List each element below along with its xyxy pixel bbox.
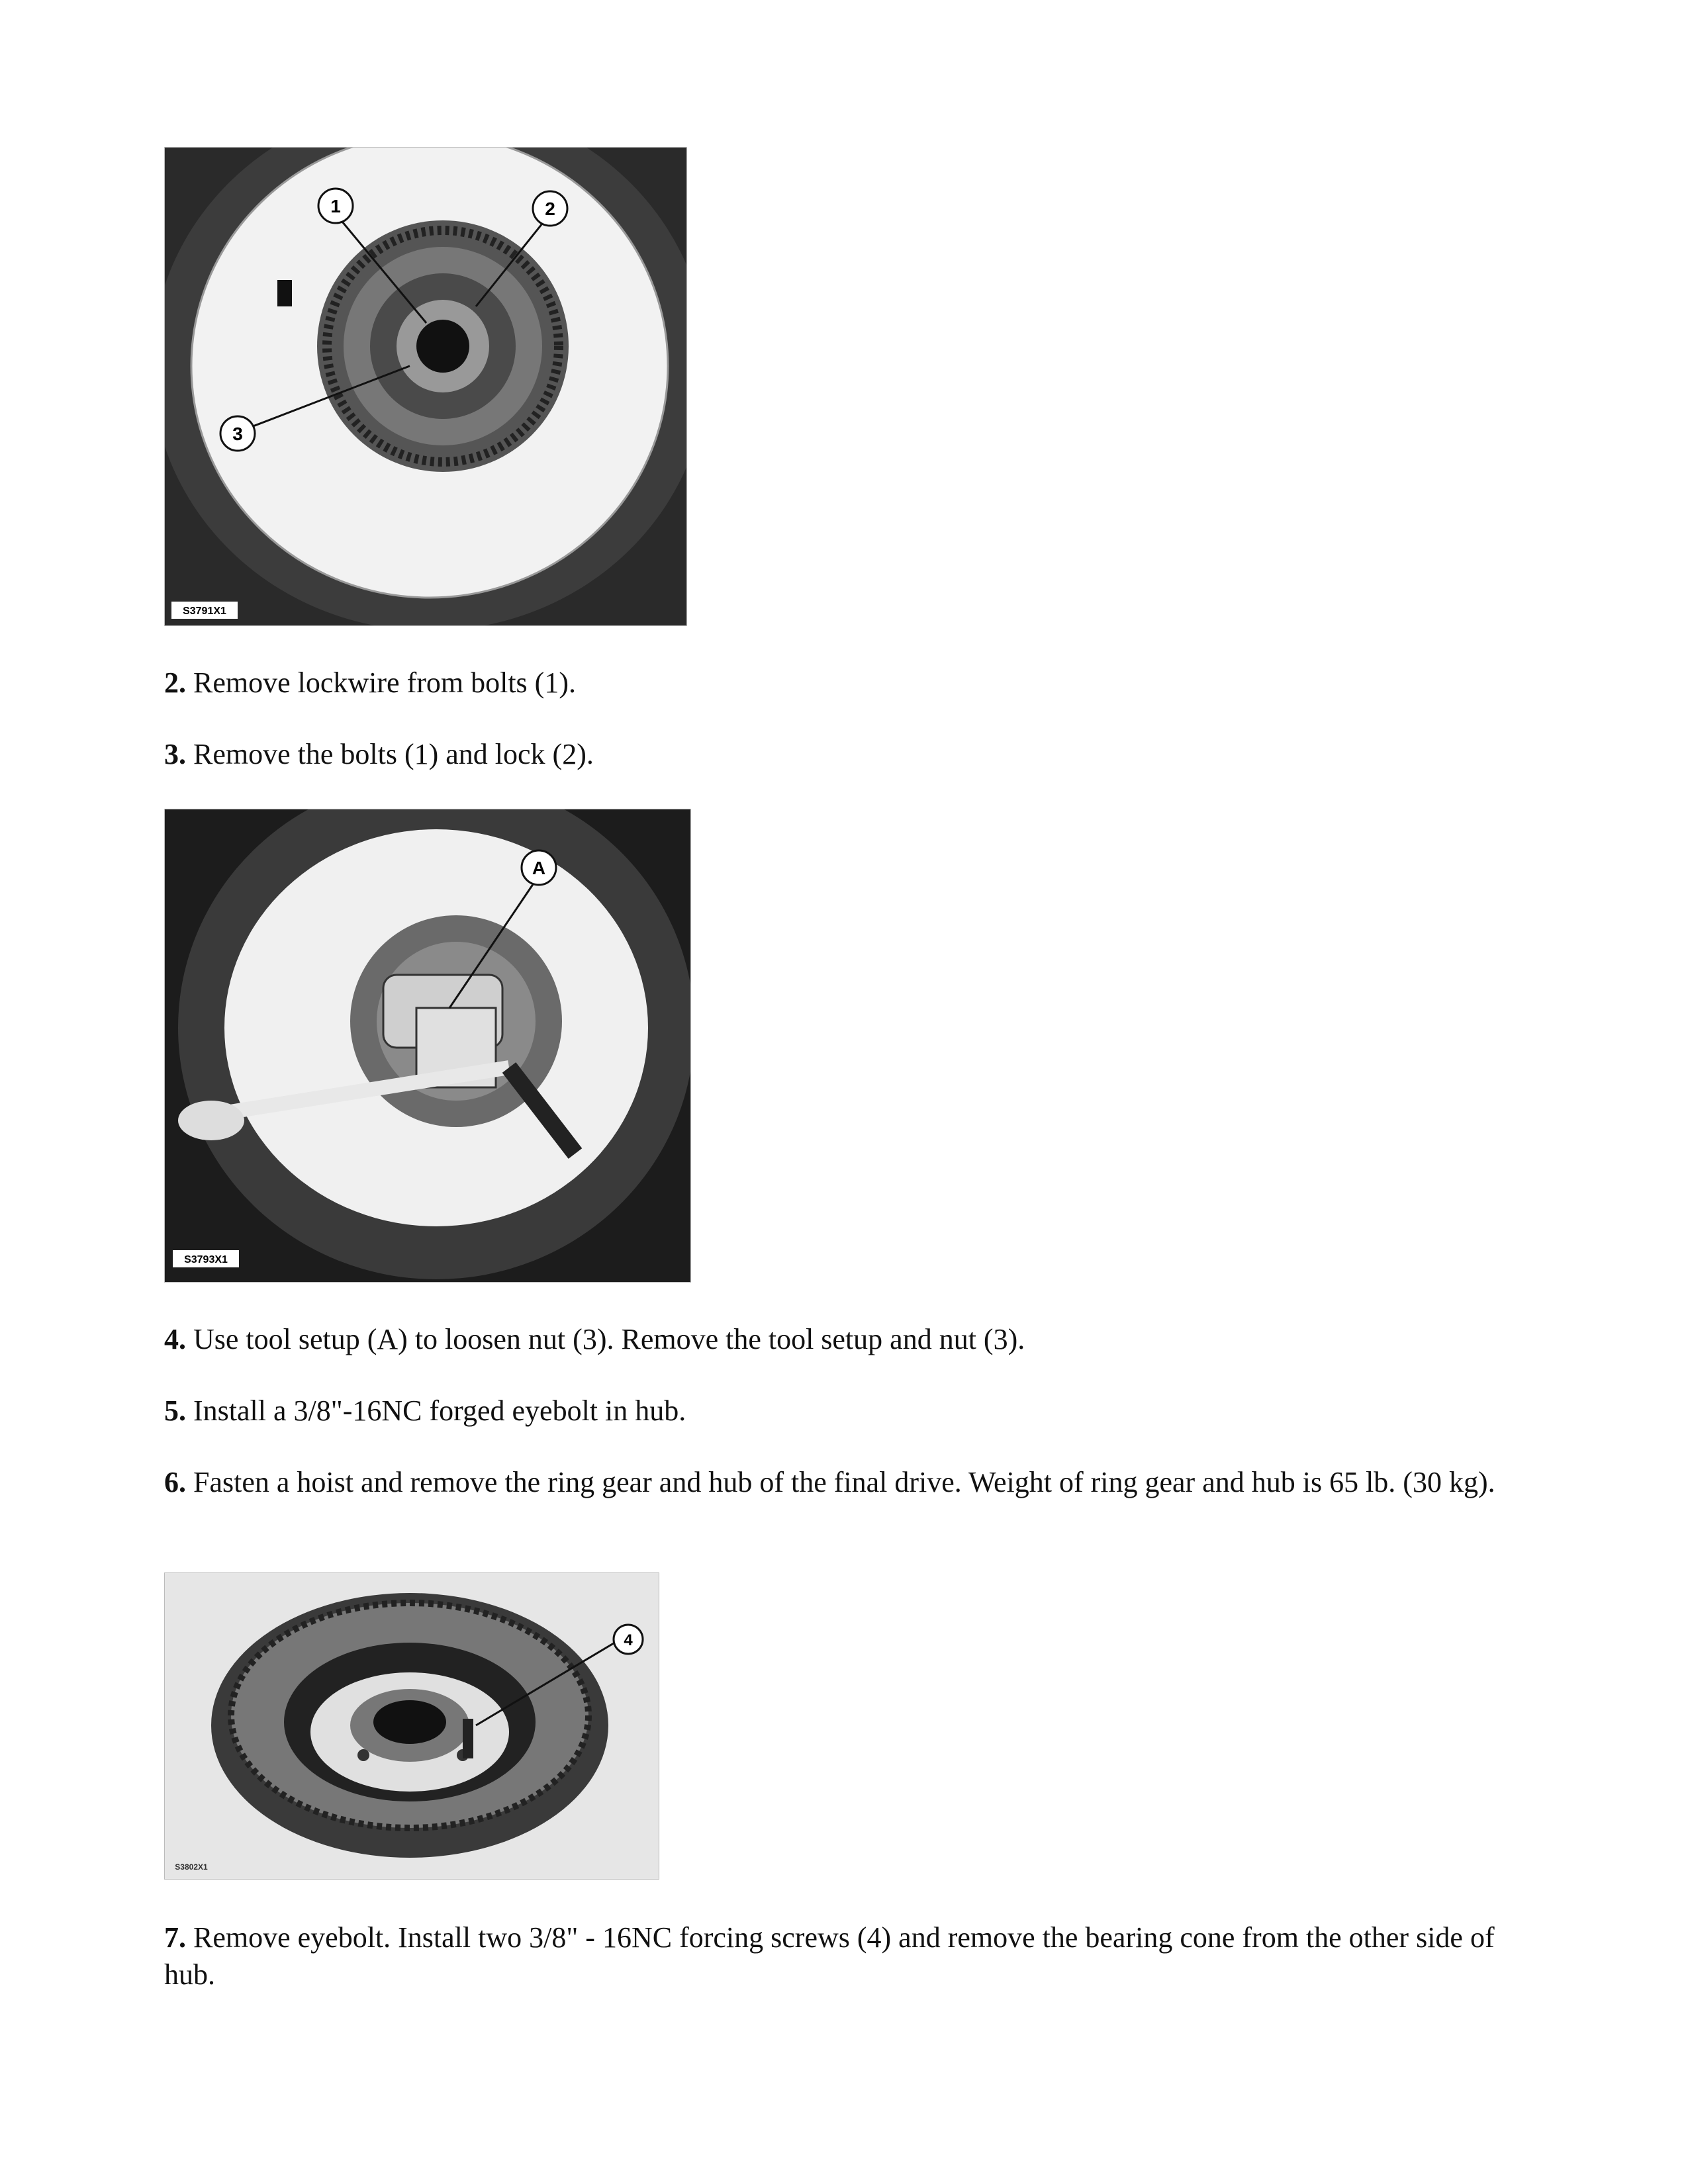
hub-bolts-photo (165, 148, 686, 625)
figure-id-label: S3793X1 (184, 1254, 228, 1265)
step-3: 3. Remove the bolts (1) and lock (2). (164, 738, 594, 770)
svg-text:3: 3 (232, 424, 243, 444)
step-2: 2. Remove lockwire from bolts (1). (164, 666, 576, 699)
step-6: 6. Fasten a hoist and remove the ring gear and hub of the final drive. Weight of ring gear and hub is 65 lb. (30 kg). (164, 1466, 1495, 1498)
svg-text:2: 2 (545, 199, 555, 219)
figure-id-label: S3802X1 (175, 1862, 208, 1872)
ring-gear-photo (165, 1573, 659, 1879)
step-5: 5. Install a 3/8"-16NC forged eyebolt in hub. (164, 1394, 686, 1427)
figure-tool-setup (164, 809, 691, 1283)
svg-text:A: A (532, 858, 546, 878)
figure-id-label: S3791X1 (183, 606, 226, 617)
step-7: 7. Remove eyebolt. Install two 3/8" - 16NC forcing screws (4) and remove the bearing cone from the other side of hub. (164, 1921, 1495, 1991)
svg-text:1: 1 (330, 196, 341, 216)
tool-setup-photo (165, 809, 690, 1282)
svg-text:4: 4 (624, 1631, 633, 1649)
step-4: 4. Use tool setup (A) to loosen nut (3). Remove the tool setup and nut (3). (164, 1323, 1025, 1355)
figure-hub-bolts (164, 147, 687, 626)
figure-ring-gear (164, 1572, 659, 1880)
